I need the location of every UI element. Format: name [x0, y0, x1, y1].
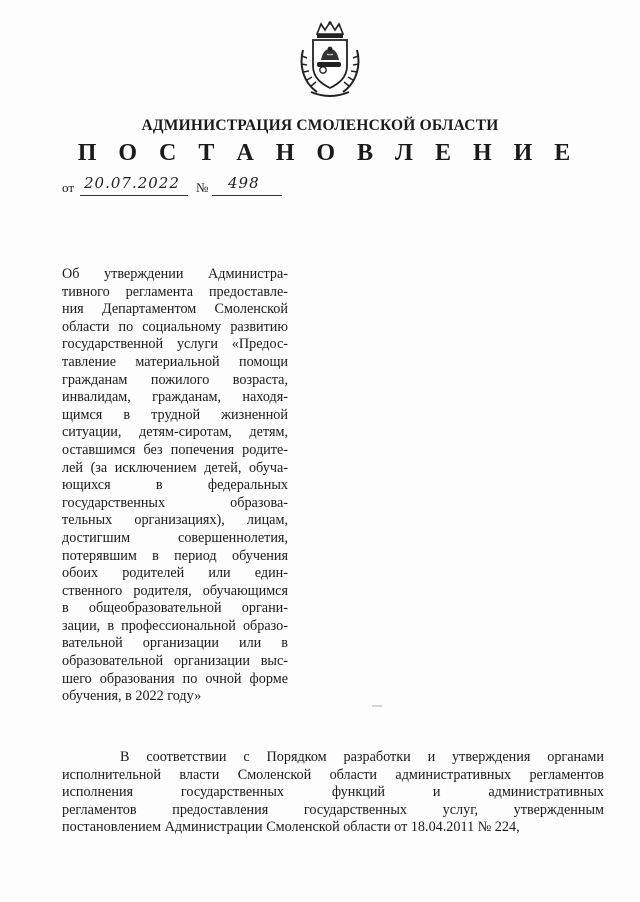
subject-block: [62, 266, 288, 706]
document-type-title: П О С Т А Н О В Л Е Н И Е: [77, 140, 579, 166]
subject-line: ющихся в федеральных: [62, 477, 288, 494]
subject-line: образовательной организации выс-: [62, 653, 288, 670]
smolensk-coat-of-arms-icon: [297, 20, 363, 98]
body-line: исполнения государственных функций и административных: [62, 784, 604, 801]
subject-line: ния Департаментом Смоленской: [62, 301, 288, 318]
body-line: регламентов предоставления государственных услуг, утвержденным: [62, 801, 604, 818]
number-label: №: [196, 180, 209, 195]
body-line: исполнительной власти Смоленской области административных регламентов: [62, 766, 604, 783]
subject-line: достигшим совершеннолетия,: [62, 529, 288, 546]
subject-line: вательной организации или в: [62, 635, 288, 652]
subject-line: инвалидам, гражданам, находя-: [62, 389, 288, 406]
subject-line: потерявшим в период обучения: [62, 547, 288, 564]
date-label: от: [62, 180, 75, 195]
subject-line: обучения, в 2022 году»: [62, 688, 202, 705]
date-underline: [80, 195, 188, 196]
subject-line: ситуации, детям-сиротам, детям,: [62, 424, 288, 441]
subject-line: гражданам пожилого возраста,: [62, 371, 288, 388]
subject-line: тельных организациях), лицам,: [62, 512, 288, 529]
subject-line: области по социальному развитию: [62, 318, 288, 335]
subject-line: тивного регламента предоставле-: [62, 283, 288, 300]
number-underline: [212, 195, 282, 196]
subject-line: обоих родителей или един-: [62, 565, 288, 582]
subject-line: оставшимся без попечения родите-: [62, 441, 288, 458]
organization-title: АДМИНИСТРАЦИЯ СМОЛЕНСКОЙ ОБЛАСТИ: [141, 117, 499, 134]
subject-line: ственного родителя, обучающимся: [62, 582, 288, 599]
scan-artifact: [372, 705, 382, 707]
body-paragraph: [62, 749, 604, 837]
subject-line: Об утверждении Администра-: [62, 266, 288, 282]
subject-line: в общеобразовательной органи-: [62, 600, 288, 617]
subject-line: шего образования по очной форме: [62, 670, 288, 687]
body-line: В соответствии с Порядком разработки и утверждения органами: [120, 749, 604, 765]
subject-line: зации, в профессиональной образо-: [62, 617, 288, 634]
subject-line: государственной услуги «Предос-: [62, 336, 288, 353]
subject-line: тавление материальной помощи: [62, 353, 288, 370]
number-value: 498: [228, 174, 260, 192]
subject-line: государственных образова-: [62, 494, 288, 511]
body-line: постановлением Администрации Смоленской области от 18.04.2011 № 224,: [62, 819, 520, 836]
date-value: 20.07.2022: [84, 174, 180, 192]
subject-line: щимся в трудной жизненной: [62, 406, 288, 423]
subject-line: лей (за исключением детей, обуча-: [62, 459, 288, 476]
